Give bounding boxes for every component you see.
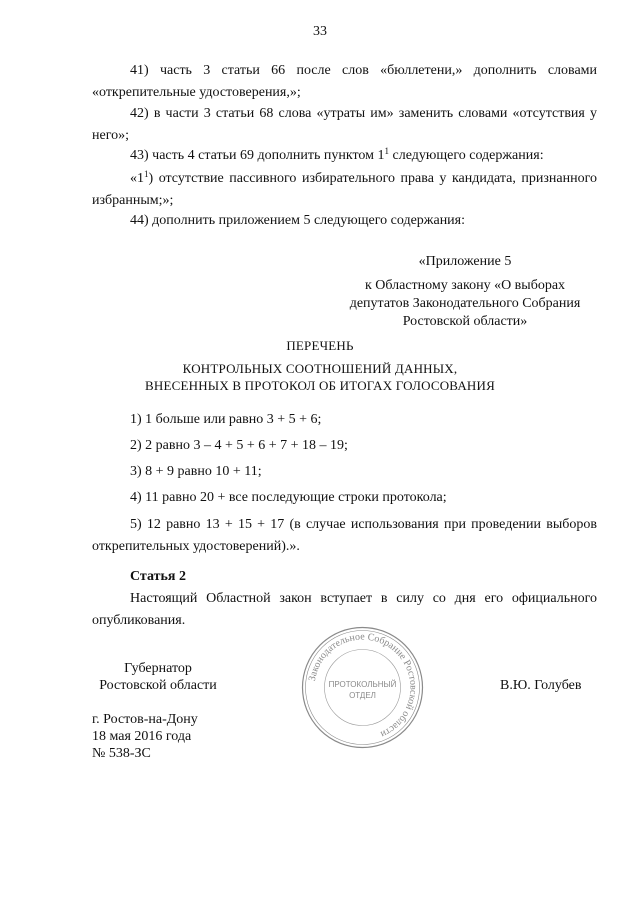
appendix-line: к Областному закону «О выборах	[364, 278, 566, 293]
amendment-number: 41)	[130, 63, 149, 78]
signature-title-line: Ростовской области	[99, 678, 217, 693]
list-heading-title: ПЕРЕЧЕНЬ	[286, 338, 354, 353]
superscript: 1	[144, 169, 149, 179]
amendment-text: дополнить приложением 5 следующего содержания:	[152, 213, 466, 228]
signature-name: В.Ю. Голубев	[500, 678, 582, 693]
appendix-title: «Приложение 5	[418, 254, 512, 269]
amendment-number: 43)	[130, 148, 149, 163]
relation-item: 4) 11 равно 20 + все последующие строки протокола;	[130, 490, 447, 505]
list-heading-line: КОНТРОЛЬНЫХ СООТНОШЕНИЙ ДАННЫХ,	[182, 361, 458, 376]
amendment-text: часть 3 статьи 66 после слов «бюллетени,» дополнить словами «открепительные удостоверения,»;	[92, 63, 598, 100]
list-heading-line: ВНЕСЕННЫХ В ПРОТОКОЛ ОБ ИТОГАХ ГОЛОСОВАНИЯ	[145, 378, 495, 393]
amendment-number: 44)	[130, 213, 149, 228]
amendment-text-tail: следующего содержания:	[389, 148, 544, 163]
article-body: Настоящий Областной закон вступает в силу со дня его официального опубликования.	[92, 591, 597, 628]
amendment-44	[92, 210, 597, 232]
appendix-line: депутатов Законодательного Собрания	[349, 296, 581, 311]
amendment-43	[92, 145, 597, 167]
city: г. Ростов-на-Дону	[92, 712, 198, 727]
signature-title	[88, 660, 228, 694]
amendment-text: часть 4 статьи 69 дополнить пунктом 1	[152, 148, 385, 163]
amendment-43-point	[92, 168, 597, 212]
law-number: № 538-ЗС	[92, 746, 151, 761]
amendment-number: 42)	[130, 106, 149, 121]
amendment-42	[92, 103, 597, 147]
appendix-block	[330, 253, 600, 331]
stamp-ring-text: Законодательное Собрание Ростовской области	[306, 631, 419, 740]
article-heading: Статья 2	[130, 569, 186, 584]
relation-item: 1) 1 больше или равно 3 + 5 + 6;	[130, 412, 322, 427]
signature-title-line: Губернатор	[124, 661, 192, 676]
amendment-41	[92, 60, 597, 104]
date: 18 мая 2016 года	[92, 729, 192, 744]
relation-item	[92, 514, 597, 558]
amendment-text: в части 3 статьи 68 слова «утраты им» заменить словами «отсутствия у него»;	[92, 106, 597, 143]
superscript: 1	[384, 146, 390, 156]
relation-text: 5) 12 равно 13 + 15 + 17 (в случае использования при проведении выборов открепительных удостоверений).».	[92, 517, 597, 554]
place-date	[92, 711, 198, 762]
appendix-line: Ростовской области»	[402, 314, 528, 329]
official-stamp	[300, 625, 425, 750]
stamp-center-line: ПРОТОКОЛЬНЫЙ	[328, 680, 397, 689]
relation-item: 2) 2 равно 3 – 4 + 5 + 6 + 7 + 18 – 19;	[130, 438, 348, 453]
page-number: 33	[313, 24, 327, 39]
quote-open: «1	[130, 171, 144, 186]
relation-item: 3) 8 + 9 равно 10 + 11;	[130, 464, 262, 479]
amendment-text: ) отсутствие пассивного избирательного права у кандидата, признанного избранным;»;	[92, 171, 597, 208]
stamp-center-line: ОТДЕЛ	[349, 691, 376, 700]
list-heading	[80, 337, 560, 394]
